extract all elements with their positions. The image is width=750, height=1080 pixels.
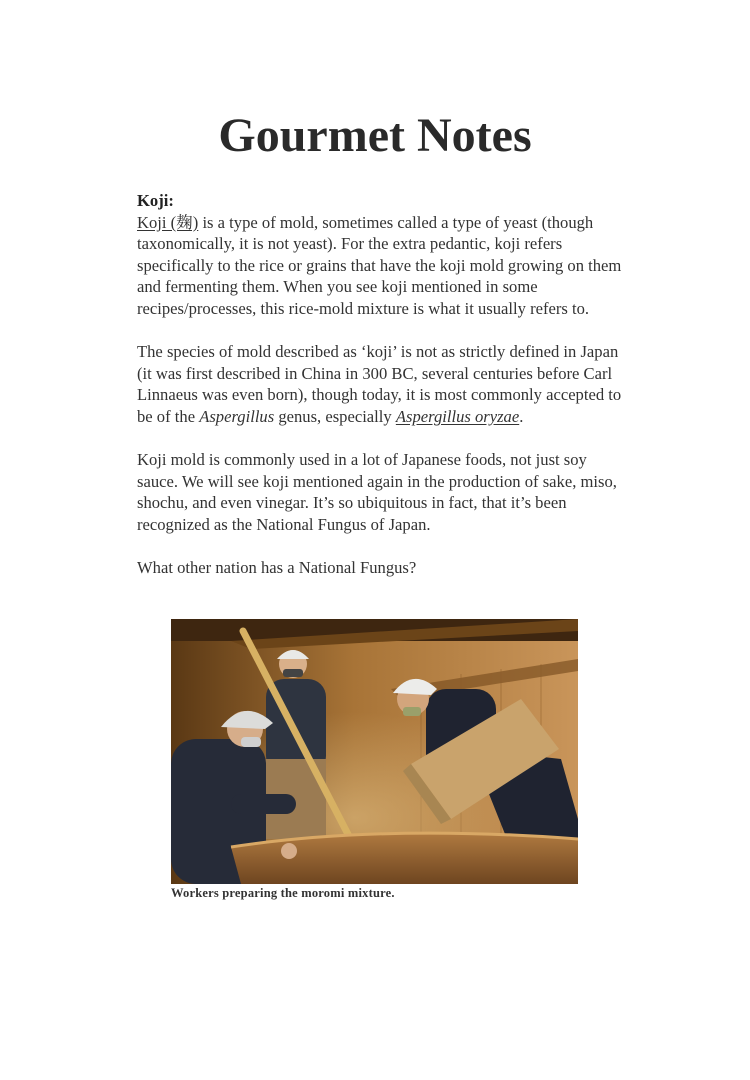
paragraph-koji-species xyxy=(137,341,627,427)
paragraph-text: is a type of mold, sometimes called a type of yeast (though taxonomically, it is not yeast). For the extra pedantic, koji refers specifically to the rice or grains that have the koji mold growing on them and fermenting them. When you see koji mentioned in some recipes/processes, this rice-mold mixture is what it usually refers to. xyxy=(137,212,622,318)
paragraph-text: The species of mold described as ‘koji’ is not as strictly defined in Japan (it was first described in China in 300 BC, several centuries before Carl Linnaeus was even born), though today, it is most commonly accepted to be of the xyxy=(137,342,622,426)
figure-caption: Workers preparing the moromi mixture. xyxy=(171,886,395,900)
paragraph-text: genus, especially xyxy=(274,406,396,426)
workers-photo xyxy=(171,619,578,884)
genus-name: Aspergillus xyxy=(199,406,275,426)
paragraph-text: . xyxy=(519,406,524,426)
koji-link[interactable]: Koji (麹) xyxy=(137,212,199,232)
paragraph-question: What other nation has a National Fungus? xyxy=(137,558,417,578)
page-title: Gourmet Notes xyxy=(218,109,532,162)
paragraph-koji-definition xyxy=(137,212,627,320)
paragraph-koji-uses: Koji mold is commonly used in a lot of Japanese foods, not just soy sauce. We will see koji mentioned again in the production of sake, miso, shochu, and even vinegar. It’s so ubiquitous in fact, that it’s been recognized as the National Fungus of Japan. xyxy=(137,450,617,534)
article-body xyxy=(137,190,627,579)
aspergillus-oryzae-link[interactable]: Aspergillus oryzae xyxy=(395,406,520,426)
section-heading: Koji: xyxy=(137,191,174,210)
